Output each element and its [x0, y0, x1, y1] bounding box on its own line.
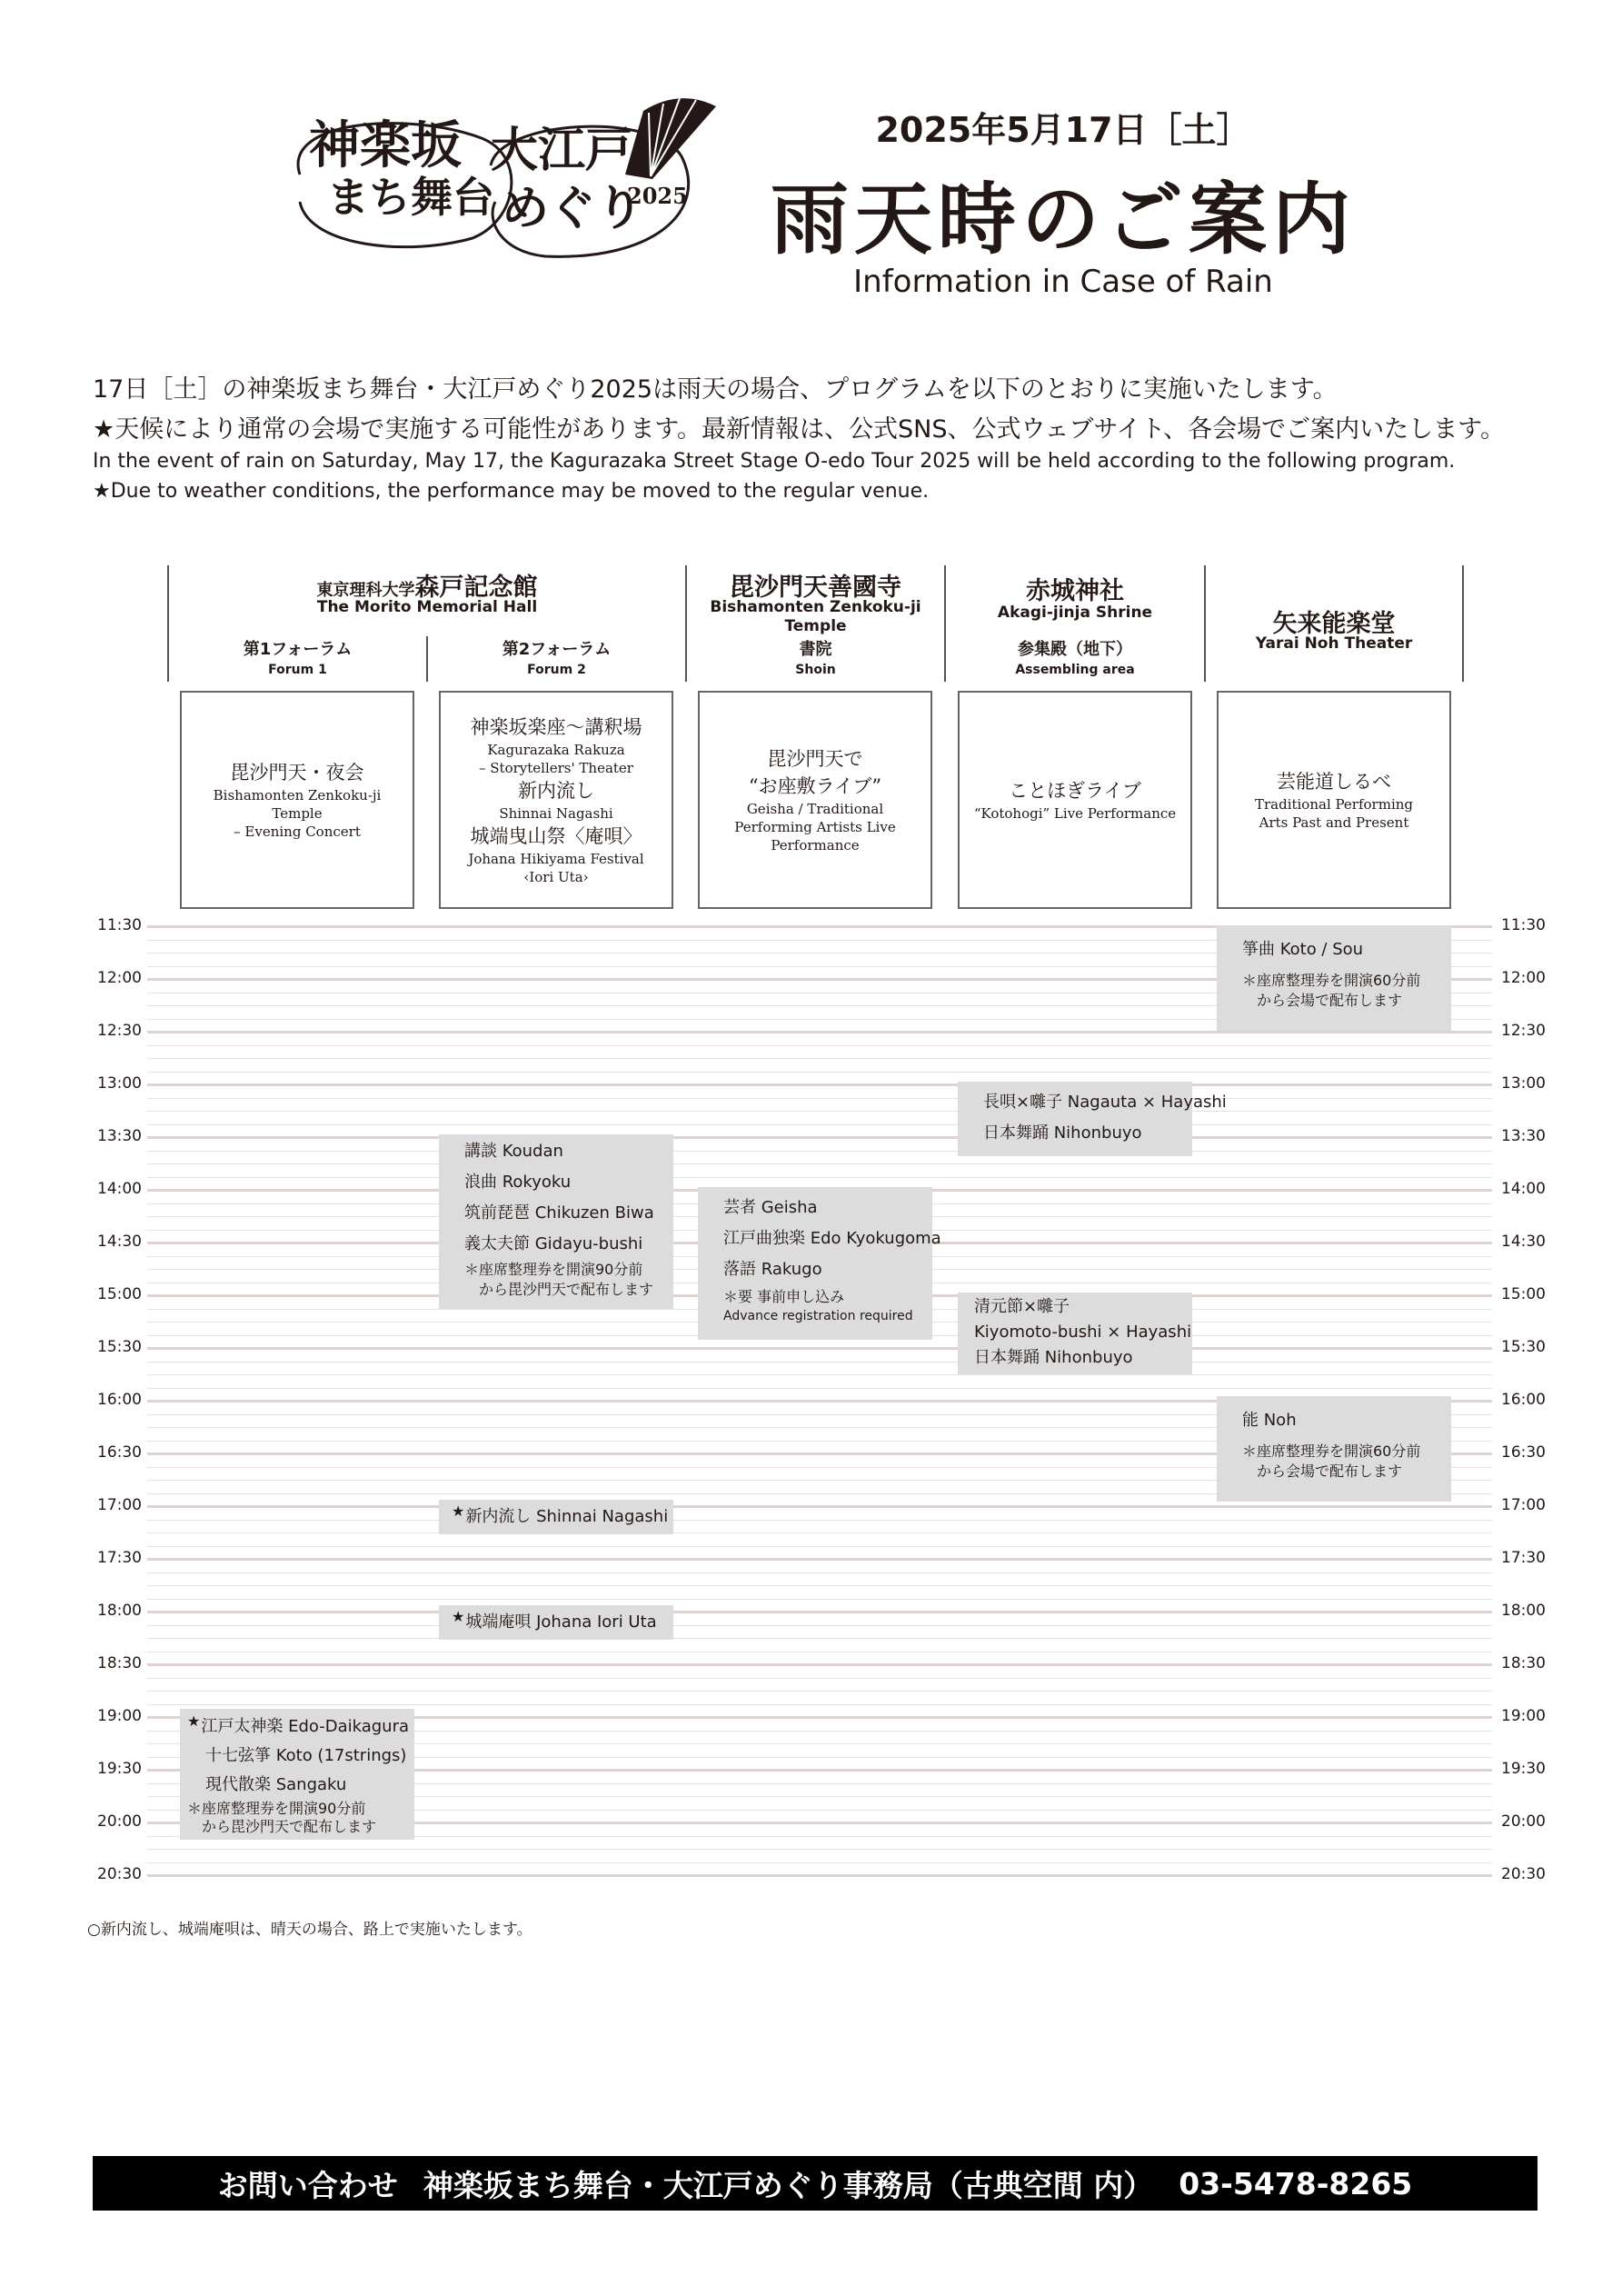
time-label-right: 16:00 — [1501, 1391, 1546, 1409]
time-subgridline — [147, 1151, 1492, 1152]
time-gridline — [147, 1347, 1492, 1350]
event-line: 十七弦箏 Koto (17strings) — [205, 1746, 407, 1765]
event-note: から毘沙門天で配布します — [464, 1281, 654, 1298]
event-note: ＊座席整理券を開演90分前 — [187, 1800, 366, 1817]
event-line: Kiyomoto-bushi × Hayashi — [974, 1323, 1192, 1342]
program-box-forum1 — [180, 691, 414, 909]
event-line: 講談 Koudan — [464, 1142, 563, 1161]
time-subgridline — [147, 1072, 1492, 1073]
venue-bishamonten-en-2: Temple — [784, 617, 847, 635]
time-label-left: 13:30 — [97, 1127, 142, 1145]
time-label-right: 15:00 — [1501, 1285, 1546, 1303]
venue-yarai: 矢来能楽堂 — [1272, 610, 1396, 638]
venue-bishamonten-en-1: Bishamonten Zenkoku-ji — [710, 598, 921, 616]
logo-machibutai: まち舞台 — [327, 173, 494, 222]
event-title: 城端庵唄 Johana Iori Uta — [465, 1612, 657, 1632]
program-title-en: Traditional Performing — [1254, 796, 1414, 813]
time-subgridline — [147, 1691, 1492, 1692]
event-forum1-edo — [180, 1709, 414, 1840]
page-subtitle: Information in Case of Rain — [853, 264, 1273, 300]
page-title: 雨天時のご案内 — [771, 174, 1356, 265]
time-subgridline — [147, 1849, 1492, 1850]
time-label-right: 14:00 — [1501, 1180, 1546, 1198]
event-note: から会場で配布します — [1242, 1462, 1403, 1480]
time-subgridline — [147, 1163, 1492, 1164]
contact-label: お問い合わせ — [217, 2167, 398, 2203]
assembling-label: 参集殿（地下） — [1018, 640, 1132, 659]
time-subgridline — [147, 1678, 1492, 1679]
logo-meguri: めぐり — [502, 181, 644, 236]
event-line: 箏曲 Koto / Sou — [1242, 940, 1364, 959]
forum2-label-en: Forum 2 — [527, 663, 586, 677]
time-gridline — [147, 1663, 1492, 1666]
time-subgridline — [147, 1045, 1492, 1046]
program-title-en: Arts Past and Present — [1259, 814, 1409, 831]
time-gridline — [147, 1874, 1492, 1877]
program-title-en: – Storytellers' Theater — [479, 760, 633, 776]
festival-logo — [273, 102, 727, 275]
event-line: 義太夫節 Gidayu-bushi — [464, 1234, 643, 1253]
event-line: 能 Noh — [1242, 1411, 1297, 1430]
logo-kagurazaka: 神楽坂 — [309, 115, 462, 175]
event-note: ＊要 事前申し込み — [723, 1288, 845, 1305]
program-title: 城端曳山祭〈庵唄〉 — [470, 825, 642, 847]
program-title-en: Bishamonten Zenkoku-ji — [213, 787, 382, 804]
event-line: 日本舞踊 Nihonbuyo — [983, 1123, 1142, 1143]
time-label-left: 11:30 — [97, 916, 142, 934]
event-line — [452, 1607, 673, 1638]
program-title: 毘沙門天・夜会 — [230, 762, 364, 784]
program-title: 芸能道しるべ — [1277, 771, 1391, 793]
event-note: ＊座席整理券を開演90分前 — [464, 1261, 643, 1278]
program-title-en: Johana Hikiyama Festival — [468, 851, 644, 867]
time-label-right: 15:30 — [1501, 1338, 1546, 1356]
time-label-left: 12:30 — [97, 1022, 142, 1040]
time-label-left: 19:30 — [97, 1760, 142, 1778]
assembling-label-en: Assembling area — [1015, 663, 1135, 677]
forum1-label-en: Forum 1 — [268, 663, 327, 677]
venue-bishamonten-en — [687, 598, 944, 636]
contact-phone: 03-5478-8265 — [1179, 2165, 1413, 2201]
event-note: ＊座席整理券を開演60分前 — [1242, 972, 1421, 989]
event-forum2-johana — [439, 1605, 673, 1640]
time-gridline — [147, 1136, 1492, 1139]
intro-line-3: In the event of rain on Saturday, May 17, the Kagurazaka Street Stage O-edo Tour 2025 will be held according to the following program. — [93, 450, 1456, 473]
event-line: 現代散楽 Sangaku — [205, 1775, 347, 1794]
program-title: 神楽坂楽座～講釈場 — [470, 716, 642, 738]
time-label-left: 13:00 — [97, 1074, 142, 1093]
event-akagi-kiyomoto — [958, 1293, 1192, 1374]
time-label-left: 20:30 — [97, 1865, 142, 1883]
venue-morito-en: The Morito Memorial Hall — [316, 598, 538, 616]
venue-akagi-en: Akagi-jinja Shrine — [997, 604, 1153, 622]
star-icon: ★ — [452, 1608, 465, 1625]
program-box-akagi — [958, 691, 1192, 909]
event-note: Advance registration required — [723, 1309, 913, 1323]
time-subgridline — [147, 1374, 1492, 1375]
venue-bishamonten: 毘沙門天善國寺 — [730, 574, 901, 602]
time-subgridline — [147, 1111, 1492, 1112]
program-title: ことほぎライブ — [1009, 780, 1141, 802]
logo-oedo: 大江戸 — [491, 123, 633, 178]
venue-morito-name: 森戸記念館 — [414, 574, 538, 602]
program-title-en: “Kotohogi” Live Performance — [973, 805, 1177, 822]
time-label-left: 18:30 — [97, 1654, 142, 1672]
event-line — [187, 1712, 414, 1742]
event-note: から毘沙門天で配布します — [187, 1818, 377, 1835]
time-label-right: 12:30 — [1501, 1022, 1546, 1040]
time-subgridline — [147, 1638, 1492, 1639]
time-subgridline — [147, 1520, 1492, 1521]
time-label-right: 20:00 — [1501, 1812, 1546, 1831]
time-subgridline — [147, 1625, 1492, 1626]
program-title: 新内流し — [518, 780, 594, 802]
event-date: 2025年5月17日［土］ — [875, 110, 1251, 150]
program-title-en: – Evening Concert — [234, 824, 361, 840]
program-box-shoin — [698, 691, 932, 909]
time-gridline — [147, 1558, 1492, 1561]
event-akagi-nagauta — [958, 1082, 1227, 1156]
intro-line-2: ★天候により通常の会場で実施する可能性があります。最新情報は、公式SNS、公式ウェブサイト、各会場でご案内いたします。 — [93, 415, 1505, 444]
time-label-right: 19:30 — [1501, 1760, 1546, 1778]
event-note: ＊座席整理券を開演60分前 — [1242, 1442, 1421, 1460]
time-label-right: 17:00 — [1501, 1496, 1546, 1514]
contact-footer — [93, 2156, 1537, 2211]
time-subgridline — [147, 1585, 1492, 1586]
time-label-left: 16:00 — [97, 1391, 142, 1409]
time-subgridline — [147, 1124, 1492, 1125]
program-box-forum2 — [439, 691, 673, 909]
event-line: 江戸曲独楽 Edo Kyokugoma — [723, 1229, 941, 1248]
logo-year: 2025 — [627, 183, 688, 209]
program-title-en: ‹Iori Uta› — [523, 869, 589, 885]
time-subgridline — [147, 1362, 1492, 1363]
program-title-en: Kagurazaka Rakuza — [487, 742, 625, 758]
venue-morito-prefix: 東京理科大学 — [316, 581, 415, 600]
event-line: 落語 Rakugo — [723, 1260, 822, 1279]
venue-akagi: 赤城神社 — [1026, 577, 1124, 605]
event-title: 新内流し Shinnai Nagashi — [465, 1507, 669, 1526]
time-subgridline — [147, 1704, 1492, 1705]
time-label-right: 12:00 — [1501, 969, 1546, 987]
event-line: 筑前琵琶 Chikuzen Biwa — [464, 1203, 654, 1223]
time-subgridline — [147, 1177, 1492, 1178]
program-title: “お座敷ライブ” — [748, 775, 882, 797]
time-subgridline — [147, 1599, 1492, 1600]
time-label-left: 15:30 — [97, 1338, 142, 1356]
event-forum2-shinnai — [439, 1500, 673, 1534]
time-label-right: 20:30 — [1501, 1865, 1546, 1883]
shoin-label: 書院 — [799, 640, 832, 659]
time-label-left: 16:30 — [97, 1443, 142, 1462]
event-forum2-koudan — [439, 1134, 673, 1309]
intro-line-1: 17日［土］の神楽坂まち舞台・大江戸めぐり2025は雨天の場合、プログラムを以下のとおりに実施いたします。 — [93, 375, 1338, 404]
time-label-left: 12:00 — [97, 969, 142, 987]
time-subgridline — [147, 1532, 1492, 1533]
forum1-label: 第1フォーラム — [243, 640, 353, 659]
time-label-right: 16:30 — [1501, 1443, 1546, 1462]
event-line: 清元節×囃子 — [974, 1297, 1070, 1316]
time-subgridline — [147, 1546, 1492, 1547]
footnote: ○新内流し、城端庵唄は、晴天の場合、路上で実施いたします。 — [87, 1921, 532, 1939]
time-label-right: 19:00 — [1501, 1707, 1546, 1725]
event-line: 日本舞踊 Nihonbuyo — [974, 1348, 1133, 1367]
time-gridline — [147, 1611, 1492, 1613]
event-yarai-noh — [1217, 1396, 1451, 1502]
venue-yarai-en: Yarai Noh Theater — [1255, 634, 1413, 653]
time-label-right: 13:30 — [1501, 1127, 1546, 1145]
program-box-yarai — [1217, 691, 1451, 909]
time-subgridline — [147, 1572, 1492, 1573]
time-label-right: 18:00 — [1501, 1602, 1546, 1620]
time-label-right: 17:30 — [1501, 1549, 1546, 1567]
program-title: 毘沙門天で — [767, 748, 863, 770]
event-line — [452, 1502, 673, 1532]
event-line: 浪曲 Rokyoku — [464, 1173, 572, 1192]
event-line: 長唄×囃子 Nagauta × Hayashi — [983, 1093, 1227, 1112]
event-yarai-koto — [1217, 925, 1451, 1031]
event-line: 芸者 Geisha — [723, 1198, 818, 1217]
time-label-left: 14:30 — [97, 1233, 142, 1251]
time-label-left: 18:00 — [97, 1602, 142, 1620]
program-title-en: Temple — [272, 805, 323, 822]
program-title-en: Performing Artists Live — [734, 819, 896, 835]
time-gridline — [147, 1083, 1492, 1086]
time-label-right: 11:30 — [1501, 916, 1546, 934]
divider — [1462, 565, 1464, 682]
program-title-en: Geisha / Traditional — [746, 801, 884, 817]
time-label-right: 13:00 — [1501, 1074, 1546, 1093]
event-shoin-geisha — [698, 1187, 941, 1340]
time-label-left: 19:00 — [97, 1707, 142, 1725]
time-label-right: 18:30 — [1501, 1654, 1546, 1672]
time-subgridline — [147, 1862, 1492, 1863]
event-title: 江戸太神楽 Edo-Daikagura — [201, 1717, 409, 1736]
star-icon: ★ — [452, 1502, 465, 1520]
time-gridline — [147, 1031, 1492, 1033]
time-label-left: 14:00 — [97, 1180, 142, 1198]
program-title-en: Performance — [771, 837, 860, 854]
time-gridline — [147, 1505, 1492, 1508]
intro-line-4: ★Due to weather conditions, the performance may be moved to the regular venue. — [93, 480, 930, 503]
time-label-left: 15:00 — [97, 1285, 142, 1303]
program-title-en: Shinnai Nagashi — [499, 805, 613, 822]
time-subgridline — [147, 1098, 1492, 1099]
time-subgridline — [147, 1058, 1492, 1059]
contact-org: 神楽坂まち舞台・大江戸めぐり事務局（古典空間 内） — [423, 2167, 1154, 2203]
time-label-left: 17:30 — [97, 1549, 142, 1567]
time-label-left: 20:00 — [97, 1812, 142, 1831]
time-label-left: 17:00 — [97, 1496, 142, 1514]
forum2-label: 第2フォーラム — [502, 640, 612, 659]
time-label-right: 14:30 — [1501, 1233, 1546, 1251]
star-icon: ★ — [187, 1712, 201, 1730]
shoin-label-en: Shoin — [795, 663, 836, 677]
time-subgridline — [147, 1388, 1492, 1389]
event-note: から会場で配布します — [1242, 992, 1403, 1009]
